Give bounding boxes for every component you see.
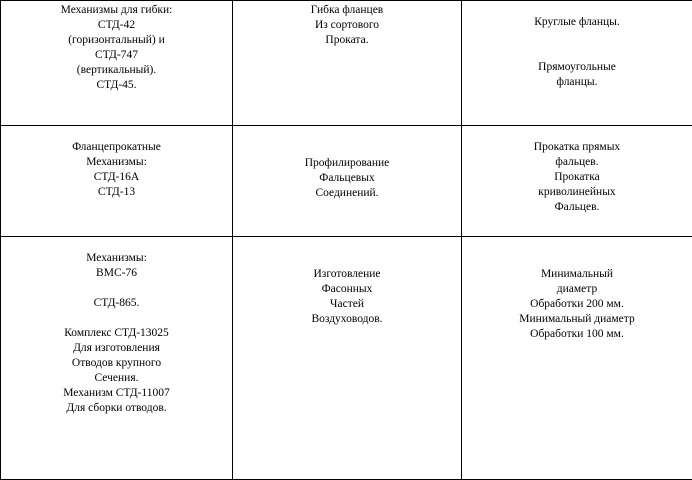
cell-line: СТД-45. bbox=[7, 78, 226, 93]
cell-line: Для сборки отводов. bbox=[7, 401, 226, 416]
cell-line: Механизмы: bbox=[7, 251, 226, 266]
cell-line: Воздуховодов. bbox=[239, 312, 455, 327]
cell-line: СТД-16А bbox=[7, 170, 226, 185]
table-cell-notes bbox=[462, 126, 692, 237]
table-cell-operation bbox=[233, 237, 462, 480]
table-cell-equipment bbox=[1, 126, 233, 237]
cell-line: криволинейных bbox=[468, 185, 686, 200]
cell-line: (вертикальный). bbox=[7, 63, 226, 78]
table-row bbox=[1, 237, 692, 480]
cell-line: Гибка фланцев bbox=[239, 3, 455, 18]
cell-line: Механизмы: bbox=[7, 155, 226, 170]
table-row bbox=[1, 126, 692, 237]
cell-line: Фланцепрокатные bbox=[7, 140, 226, 155]
cell-line: СТД-42 bbox=[7, 18, 226, 33]
cell-spacer bbox=[468, 45, 686, 60]
cell-line: Соединений. bbox=[239, 186, 455, 201]
cell-line: Для изготовления bbox=[7, 341, 226, 356]
table-cell-operation bbox=[233, 126, 462, 237]
cell-line: СТД-13 bbox=[7, 185, 226, 200]
cell-line: Минимальный диаметр bbox=[468, 312, 686, 327]
table-cell-notes bbox=[462, 1, 692, 126]
cell-spacer bbox=[7, 281, 226, 296]
cell-line: Из сортового bbox=[239, 18, 455, 33]
cell-line: фланцы. bbox=[468, 75, 686, 90]
cell-line: Обработки 100 мм. bbox=[468, 327, 686, 342]
cell-line: (горизонтальный) и bbox=[7, 33, 226, 48]
cell-line: Профилирование bbox=[239, 156, 455, 171]
cell-line: СТД-747 bbox=[7, 48, 226, 63]
cell-line: ВМС-76 bbox=[7, 266, 226, 281]
cell-line: Изготовление bbox=[239, 267, 455, 282]
cell-line: диаметр bbox=[468, 282, 686, 297]
cell-line: Комплекс СТД-13025 bbox=[7, 326, 226, 341]
cell-spacer bbox=[468, 30, 686, 45]
cell-line: Фальцев. bbox=[468, 200, 686, 215]
cell-line: Минимальный bbox=[468, 267, 686, 282]
cell-line: Обработки 200 мм. bbox=[468, 297, 686, 312]
table-row bbox=[1, 1, 692, 126]
cell-spacer bbox=[7, 311, 226, 326]
cell-line: Прокатка прямых bbox=[468, 140, 686, 155]
cell-line: Механизмы для гибки: bbox=[7, 3, 226, 18]
table-cell-equipment bbox=[1, 237, 233, 480]
cell-line: Сечения. bbox=[7, 371, 226, 386]
cell-line: Прямоугольные bbox=[468, 60, 686, 75]
cell-line: Фальцевых bbox=[239, 171, 455, 186]
cell-line: Фасонных bbox=[239, 282, 455, 297]
cell-line: Механизм СТД-11007 bbox=[7, 386, 226, 401]
cell-line: Круглые фланцы. bbox=[468, 15, 686, 30]
cell-line: Отводов крупного bbox=[7, 356, 226, 371]
table-cell-notes bbox=[462, 237, 692, 480]
cell-line: фальцев. bbox=[468, 155, 686, 170]
table-cell-operation bbox=[233, 1, 462, 126]
cell-line: Частей bbox=[239, 297, 455, 312]
cell-line: Прокатка bbox=[468, 170, 686, 185]
table-cell-equipment bbox=[1, 1, 233, 126]
cell-line: СТД-865. bbox=[7, 296, 226, 311]
cell-line: Проката. bbox=[239, 33, 455, 48]
